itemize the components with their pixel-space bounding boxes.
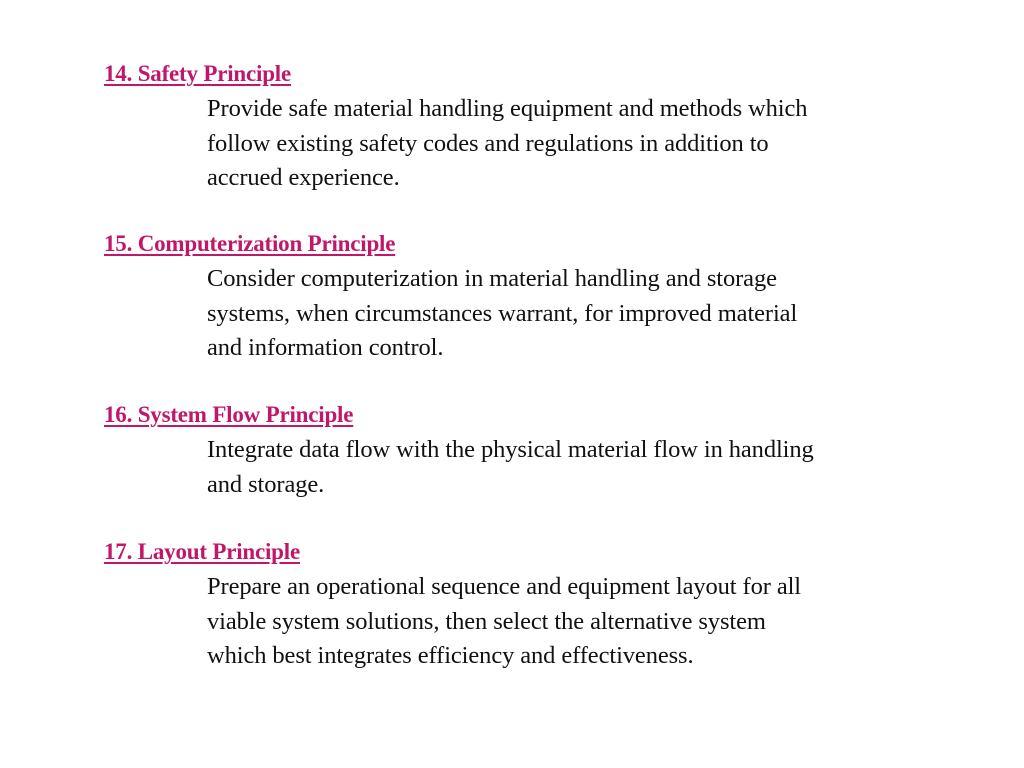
description-line: follow existing safety codes and regulations in addition to [207, 129, 769, 157]
principle-description [207, 433, 947, 502]
principle-15-computerization [104, 229, 964, 366]
principle-heading: 17. Layout Principle [104, 539, 300, 564]
description-line: Integrate data flow with the physical material flow in handling [207, 436, 814, 463]
description-line: Consider computerization in material handling and storage [207, 265, 777, 292]
principle-description [207, 262, 947, 366]
principle-14-safety [104, 59, 964, 196]
description-line: and information control. [207, 334, 444, 361]
description-line: systems, when circumstances warrant, for improved material [207, 299, 798, 327]
description-line: and storage. [207, 470, 325, 498]
description-line: which best integrates efficiency and effectiveness. [207, 642, 694, 669]
principle-16-system-flow [104, 400, 964, 502]
description-line: Prepare an operational sequence and equipment layout for all [207, 573, 802, 600]
description-line: viable system solutions, then select the alternative system [207, 607, 766, 635]
principle-heading: 16. System Flow Principle [104, 402, 354, 427]
principle-description [207, 92, 947, 196]
description-line: accrued experience. [207, 164, 400, 191]
principle-description [207, 570, 947, 674]
principle-17-layout [104, 537, 964, 674]
principle-heading: 15. Computerization Principle [104, 231, 396, 256]
description-line: Provide safe material handling equipment and methods which [207, 95, 808, 122]
principle-heading: 14. Safety Principle [104, 61, 291, 86]
